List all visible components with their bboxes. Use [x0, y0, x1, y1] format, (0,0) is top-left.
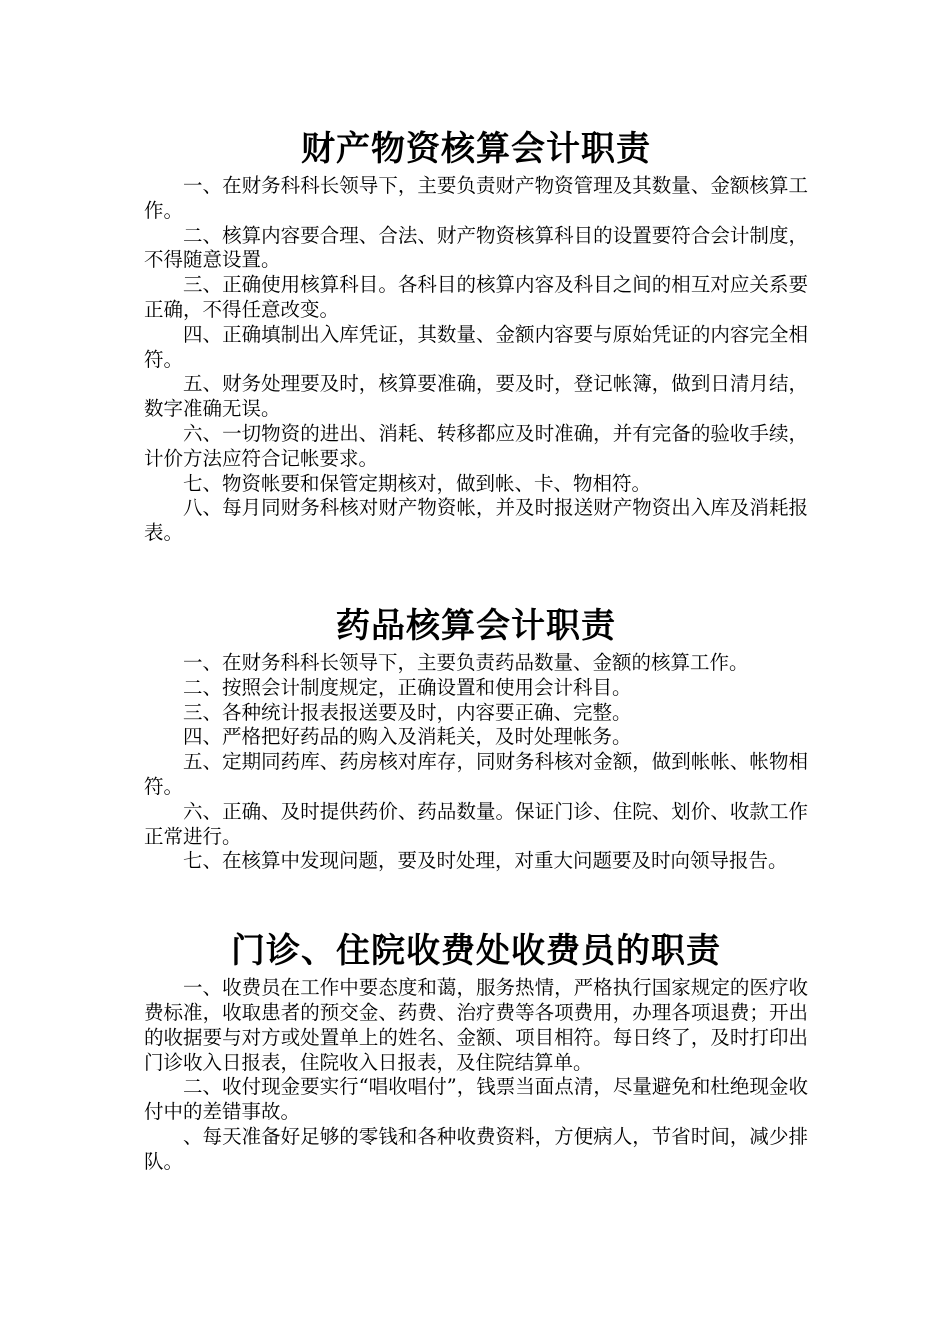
- section-cashier-duties: [144, 926, 808, 1174]
- document-page: [144, 124, 808, 1175]
- paragraph: 七、物资帐要和保管定期核对，做到帐、卡、物相符。: [183, 471, 652, 495]
- paragraph: 、每天准备好足够的零钱和各种收费资料，方便病人，节省时间，减少排队。: [144, 1124, 808, 1173]
- paragraph: 三、各种统计报表报送要及时，内容要正确、完整。: [183, 700, 632, 724]
- paragraph: 四、严格把好药品的购入及消耗关，及时处理帐务。: [183, 725, 632, 749]
- paragraph: 二、核算内容要合理、合法、财产物资核算科目的设置要符合会计制度，不得随意设置。: [144, 223, 808, 272]
- section-title: 财产物资核算会计职责: [301, 129, 651, 169]
- paragraph: 二、按照会计制度规定，正确设置和使用会计科目。: [183, 675, 632, 699]
- paragraph: 二、收付现金要实行“唱收唱付”，钱票当面点清，尽量避免和杜绝现金收付中的差错事故。: [144, 1075, 808, 1124]
- paragraph: 八、每月同财务科核对财产物资帐，并及时报送财产物资出入库及消耗报表。: [144, 496, 808, 545]
- section-property-accounting: [144, 124, 808, 546]
- section-drug-accounting: [144, 601, 808, 874]
- paragraph: 一、收费员在工作中要态度和蔼，服务热情，严格执行国家规定的医疗收费标准，收取患者的预交金、药费、治疗费等各项费用，办理各项退费；开出的收据要与对方或处置单上的姓名、金额、项目相符。每日终了，及时打印出门诊收入日报表，住院收入日报表，及住院结算单。: [144, 976, 808, 1074]
- paragraph: 四、正确填制出入库凭证，其数量、金额内容要与原始凭证的内容完全相符。: [144, 322, 808, 371]
- paragraph: 五、财务处理要及时，核算要准确，要及时，登记帐簿，做到日清月结，数字准确无误。: [144, 372, 808, 421]
- paragraph: 六、正确、及时提供药价、药品数量。保证门诊、住院、划价、收款工作正常进行。: [144, 799, 808, 848]
- paragraph: 一、在财务科科长领导下，主要负责财产物资管理及其数量、金额核算工作。: [144, 174, 808, 222]
- paragraph: 五、定期同药库、药房核对库存，同财务科核对金额，做到帐帐、帐物相符。: [144, 750, 808, 798]
- paragraph: 七、在核算中发现问题，要及时处理，对重大问题要及时向领导报告。: [183, 849, 788, 873]
- section-title: 门诊、住院收费处收费员的职责: [231, 931, 721, 972]
- paragraph: 一、在财务科科长领导下，主要负责药品数量、金额的核算工作。: [183, 650, 749, 674]
- section-title: 药品核算会计职责: [336, 605, 616, 646]
- paragraph: 三、正确使用核算科目。各科目的核算内容及科目之间的相互对应关系要正确，不得任意改变。: [144, 273, 808, 321]
- paragraph: 六、一切物资的进出、消耗、转移都应及时准确，并有完备的验收手续，计价方法应符合记帐要求。: [144, 421, 808, 470]
